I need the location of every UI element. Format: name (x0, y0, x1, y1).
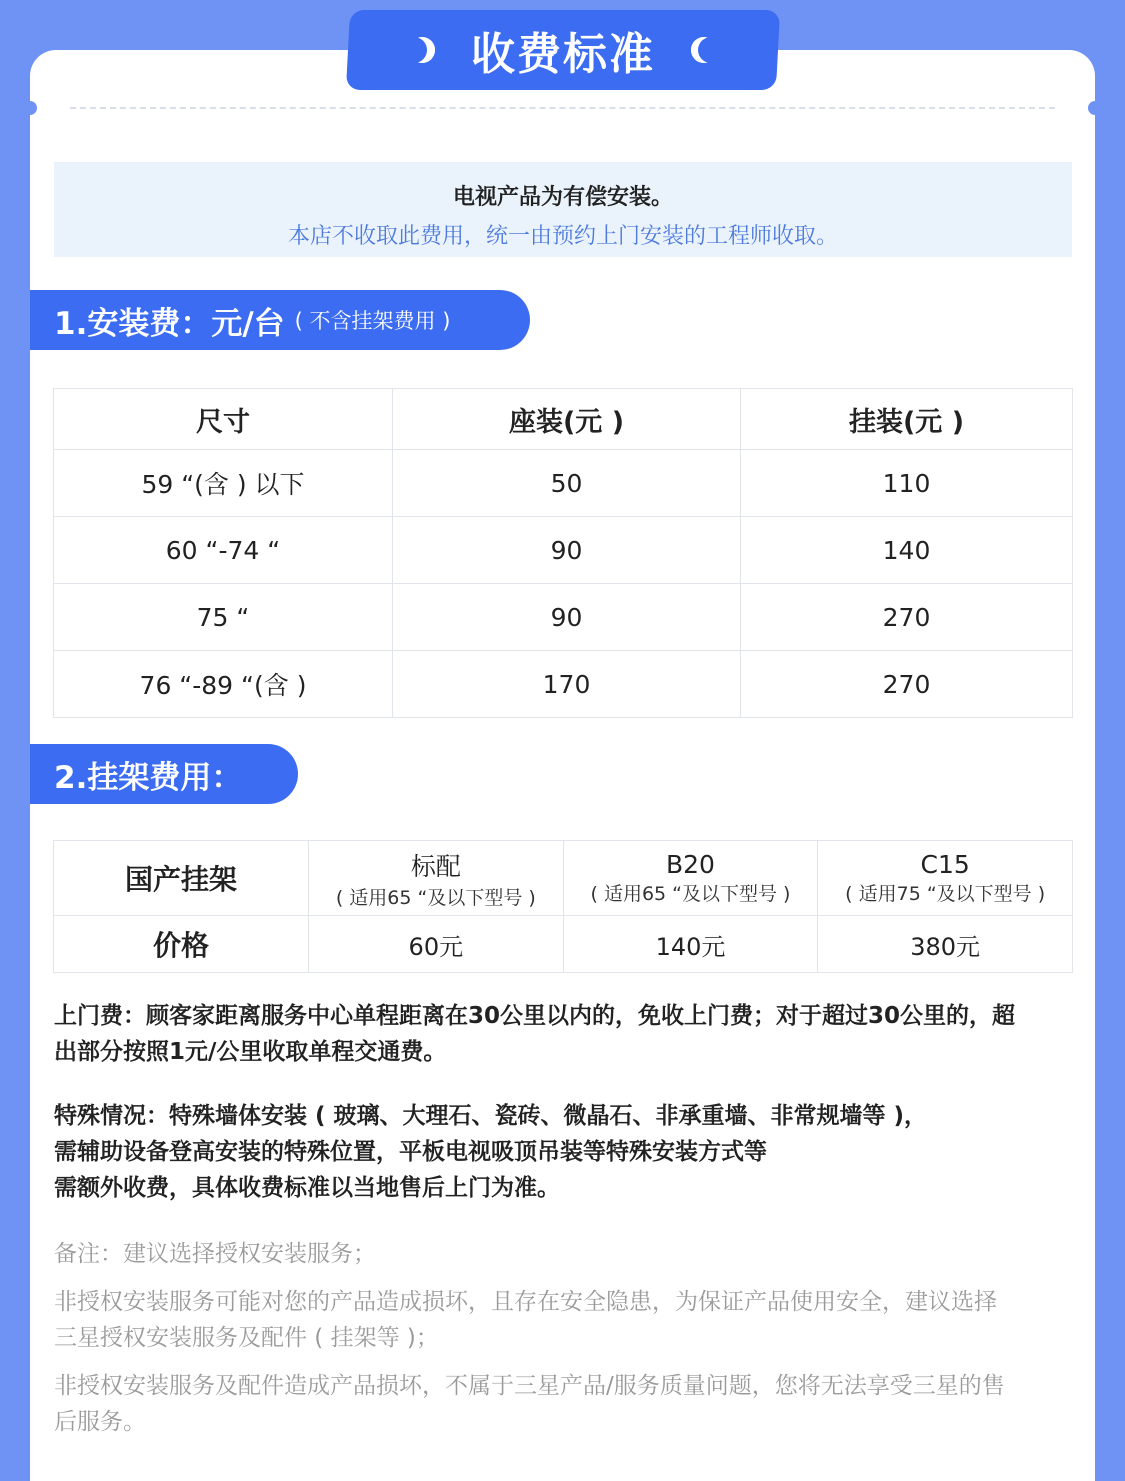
remarks-line-4: 非授权安装服务及配件造成产品损坏，不属于三星产品/服务质量问题，您将无法享受三星的售 (54, 1373, 1005, 1399)
bracket-option (818, 841, 1073, 916)
price-label: 价格 (54, 916, 309, 973)
special-case-paragraph (54, 1098, 1069, 1206)
door-fee-line-1: 上门费：顾客家距离服务中心单程距离在30公里以内的，免收上门费；对于超过30公里的，超 (54, 1003, 1016, 1029)
special-line-2: 需辅助设备登高安装的特殊位置，平板电视吸顶吊装等特殊安装方式等 (54, 1139, 767, 1165)
left-notch (23, 101, 37, 115)
cell-wall: 270 (741, 584, 1073, 651)
door-fee-line-2: 出部分按照1元/公里收取单程交通费。 (54, 1039, 447, 1065)
cell-seat: 170 (393, 651, 741, 718)
remarks-line-2: 非授权安装服务可能对您的产品造成损坏，且存在安全隐患，为保证产品使用安全，建议选择 (54, 1289, 997, 1315)
bracket-option-note: ( 适用65 “及以下型号 ) (335, 886, 536, 909)
bracket-option-name: C15 (920, 850, 970, 879)
cell-seat: 50 (393, 450, 741, 517)
bracket-option-note: ( 适用65 “及以下型号 ) (590, 883, 791, 905)
notice-box (54, 162, 1072, 257)
bracket-option-name: 标配 (410, 851, 461, 881)
table-row (54, 584, 1073, 651)
section-install-title: 1.安装费：元/台 (54, 305, 285, 342)
bracket-row-label: 国产挂架 (54, 841, 309, 916)
cell-wall: 270 (741, 651, 1073, 718)
section-install-header (30, 290, 530, 350)
moon-icon (691, 37, 717, 63)
bracket-price-row (54, 916, 1073, 973)
cell-size: 76 “-89 “(含 ) (54, 651, 393, 718)
bracket-price: 140元 (563, 916, 818, 973)
cell-size: 75 “ (54, 584, 393, 651)
remarks-block-3 (54, 1368, 1064, 1440)
page-title: 收费标准 (471, 29, 655, 80)
bracket-option-name: B20 (666, 850, 715, 879)
right-notch (1088, 101, 1102, 115)
header-size: 尺寸 (54, 389, 393, 450)
section-install-subtitle: ( 不含挂架费用 ) (294, 309, 451, 333)
dashed-divider (70, 107, 1055, 109)
notice-line-1: 电视产品为有偿安装。 (452, 185, 673, 210)
table-row (54, 450, 1073, 517)
install-fee-table (53, 388, 1073, 718)
bracket-option (309, 841, 564, 916)
bracket-fee-table (53, 840, 1073, 973)
header-wall: 挂装(元 ) (741, 389, 1073, 450)
notice-line-2: 本店不收取此费用，统一由预约上门安装的工程师收取。 (287, 224, 838, 249)
section-bracket-title: 2.挂架费用： (54, 759, 243, 796)
moon-icon (409, 37, 435, 63)
cell-wall: 140 (741, 517, 1073, 584)
remarks-line-5: 后服务。 (54, 1409, 146, 1435)
title-banner (346, 10, 780, 90)
special-line-1: 特殊情况：特殊墙体安装 ( 玻璃、大理石、瓷砖、微晶石、非承重墙、非常规墙等 )， (54, 1103, 928, 1129)
cell-size: 59 “(含 ) 以下 (54, 450, 393, 517)
bracket-option (563, 841, 818, 916)
table-header-row (54, 389, 1073, 450)
bracket-option-note: ( 适用75 “及以下型号 ) (845, 883, 1046, 905)
cell-seat: 90 (393, 517, 741, 584)
cell-seat: 90 (393, 584, 741, 651)
table-row (54, 517, 1073, 584)
section-bracket-header (30, 744, 298, 804)
door-fee-paragraph (54, 998, 1069, 1070)
cell-wall: 110 (741, 450, 1073, 517)
table-row (54, 651, 1073, 718)
remarks-block-2 (54, 1284, 1064, 1356)
header-seat: 座装(元 ) (393, 389, 741, 450)
bracket-header-row (54, 841, 1073, 916)
bracket-price: 380元 (818, 916, 1073, 973)
remarks-line-3: 三星授权安装服务及配件 ( 挂架等 )； (54, 1325, 439, 1351)
remarks-line-1: 备注：建议选择授权安装服务； (54, 1241, 376, 1267)
special-line-3: 需额外收费，具体收费标准以当地售后上门为准。 (54, 1175, 560, 1201)
bracket-price: 60元 (309, 916, 564, 973)
cell-size: 60 “-74 “ (54, 517, 393, 584)
